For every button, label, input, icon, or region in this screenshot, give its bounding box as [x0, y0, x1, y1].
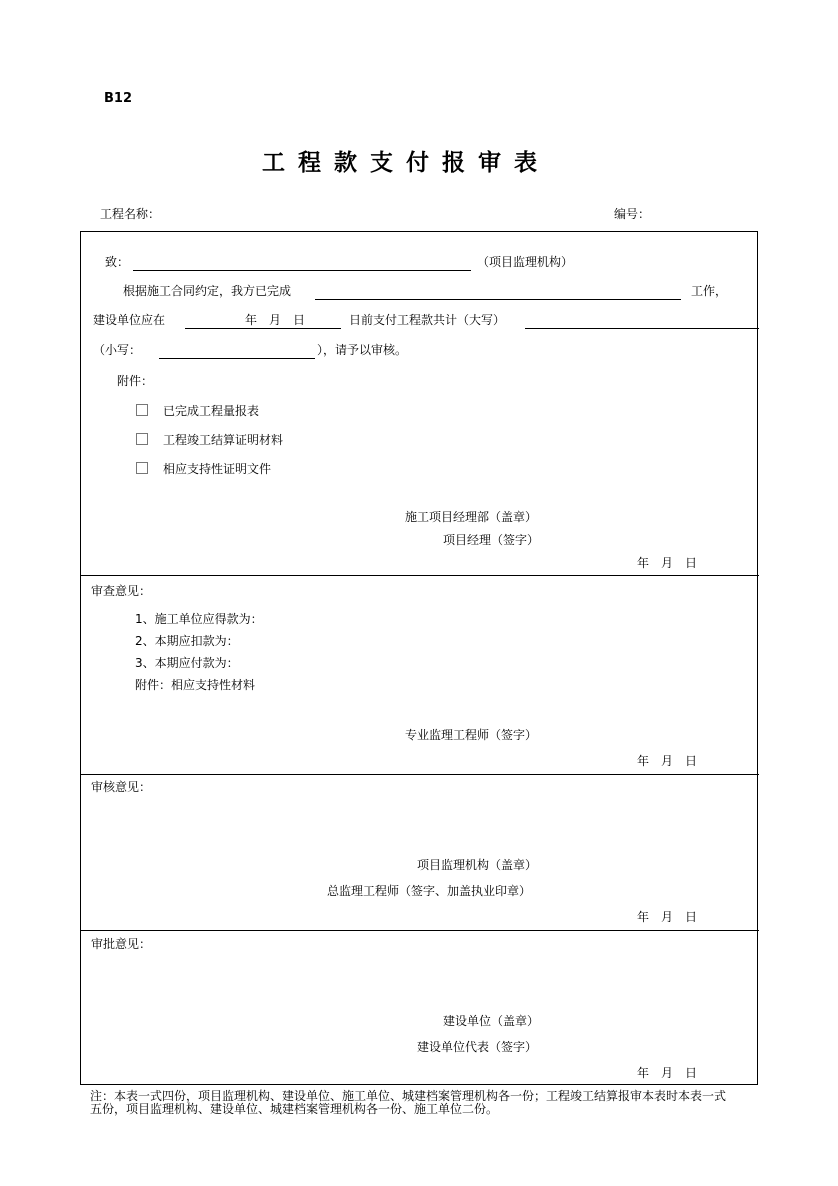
review-item-2: 2、本期应扣款为：: [135, 634, 239, 648]
amount-lower-suffix: ），请予以审核。: [317, 343, 408, 357]
contract-text: 根据施工合同约定，我方已完成: [123, 284, 292, 298]
supervisor-org-seal: 项目监理机构（盖章）: [417, 858, 538, 872]
section-divider-2: [81, 774, 759, 775]
attachment-label-1: 已完成工程量报表: [163, 404, 260, 418]
project-manager-sign: 项目经理（签字）: [443, 533, 540, 547]
pay-date-ymd: 年 月 日: [245, 313, 306, 327]
review-item-1: 1、施工单位应得款为：: [135, 612, 263, 626]
section2-date: 年 月 日: [637, 754, 698, 768]
footnote: 注：本表一式四份，项目监理机构、建设单位、施工单位、城建档案管理机构各一份；工程竣工结算报审本表时本表一式五份，项目监理机构、建设单位、城建档案管理机构各一份、施工单位二份。: [90, 1089, 727, 1116]
audit-opinion-label: 审核意见：: [91, 780, 152, 794]
section-divider-1: [81, 575, 759, 576]
attachments-label: 附件：: [117, 374, 154, 388]
section3-date: 年 月 日: [637, 910, 698, 924]
form-code: B12: [104, 91, 132, 106]
work-field[interactable]: [315, 299, 681, 300]
form-table: [80, 231, 758, 1085]
number-label: 编号：: [614, 207, 651, 221]
amount-lower-field[interactable]: [159, 358, 315, 359]
attachment-checkbox-3[interactable]: [136, 462, 148, 474]
supervisor-org-label: （项目监理机构）: [477, 255, 574, 269]
unit-text: 建设单位应在: [93, 313, 166, 327]
attachment-checkbox-1[interactable]: [136, 404, 148, 416]
amount-upper-field[interactable]: [525, 328, 759, 329]
chief-engineer-sign: 总监理工程师（签字、加盖执业印章）: [327, 884, 532, 898]
work-suffix: 工作，: [691, 284, 728, 298]
to-field[interactable]: [133, 270, 471, 271]
approval-opinion-label: 审批意见：: [91, 937, 152, 951]
engineer-sign: 专业监理工程师（签字）: [405, 728, 538, 742]
pay-text: 日前支付工程款共计（大写）: [349, 313, 506, 327]
review-opinion-label: 审查意见：: [91, 584, 152, 598]
section4-date: 年 月 日: [637, 1066, 698, 1080]
to-label: 致：: [105, 255, 130, 269]
owner-unit-seal: 建设单位（盖章）: [443, 1014, 540, 1028]
pay-date-field[interactable]: [185, 328, 341, 329]
section-divider-3: [81, 930, 759, 931]
section1-date: 年 月 日: [637, 556, 698, 570]
attachment-label-3: 相应支持性证明文件: [163, 462, 272, 476]
project-name-label: 工程名称：: [100, 207, 161, 221]
attachment-checkbox-2[interactable]: [136, 433, 148, 445]
form-title: 工程款支付报审表: [262, 150, 550, 176]
construction-dept-seal: 施工项目经理部（盖章）: [405, 510, 538, 524]
amount-lower-prefix: （小写：: [93, 343, 142, 357]
review-item-4: 附件：相应支持性材料: [135, 678, 256, 692]
owner-rep-sign: 建设单位代表（签字）: [417, 1040, 538, 1054]
attachment-label-2: 工程竣工结算证明材料: [163, 433, 284, 447]
review-item-3: 3、本期应付款为：: [135, 656, 239, 670]
